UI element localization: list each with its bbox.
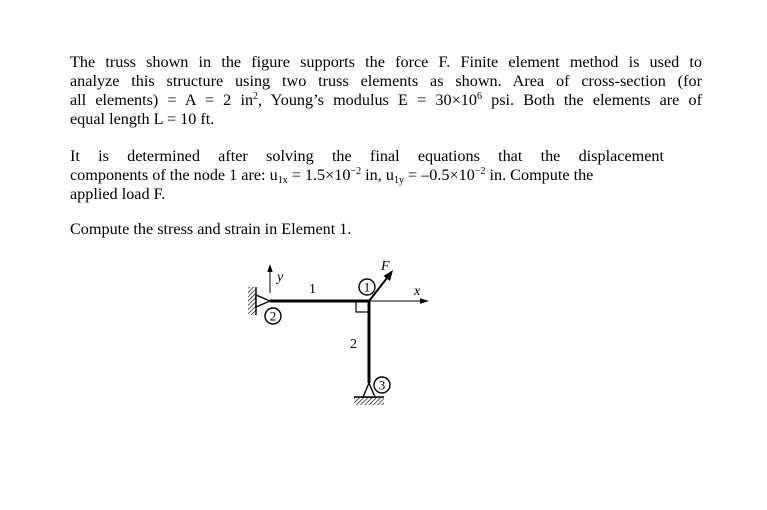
paragraph-question xyxy=(70,220,702,239)
p2-line-2-d: = –0.5×10 xyxy=(403,166,475,184)
p1-line-3 xyxy=(70,91,702,110)
pin-support-node-3 xyxy=(363,383,375,397)
p1-line-3-b: , Young’s modulus E = 30×10 xyxy=(258,91,477,109)
node-1-label: 1 xyxy=(363,279,371,295)
y-axis-arrowhead xyxy=(267,264,272,272)
p1-line-4: equal length L = 10 ft. xyxy=(70,110,215,128)
p1-line-3-c: psi. Both the elements are of xyxy=(481,91,702,109)
question-line: Compute the stress and strain in Element 1. xyxy=(70,220,352,238)
p1-line-2: analyze this structure using two truss elements as shown. Area of cross-section (for xyxy=(70,72,702,90)
y-axis-label: y xyxy=(277,270,284,285)
paragraph-displacements xyxy=(70,147,664,204)
force-label: F xyxy=(381,259,390,274)
u1x-exponent: −2 xyxy=(350,166,362,177)
x-axis-label: x xyxy=(414,284,421,299)
element-2-label: 2 xyxy=(350,337,357,352)
p2-line-2 xyxy=(70,166,664,185)
p2-line-2-b: = 1.5×10 xyxy=(287,166,351,184)
p2-line-2-c: in, u xyxy=(361,166,394,184)
p1-line-1: The truss shown in the figure supports the force F. Finite element method is used to xyxy=(70,53,702,71)
ground-hatch-bottom xyxy=(354,397,384,405)
p2-line-2-a: components of the node 1 are: u xyxy=(70,166,278,184)
u1x-subscript: 1x xyxy=(277,175,288,186)
node-2-label: 2 xyxy=(269,308,277,324)
u1y-subscript: 1y xyxy=(393,175,404,186)
modulus-exponent: 6 xyxy=(476,91,482,102)
truss-figure xyxy=(230,255,430,415)
x-axis-arrowhead xyxy=(420,298,429,304)
pin-support-node-2 xyxy=(256,295,270,307)
p1-line-3-a: all elements) = A = 2 in xyxy=(70,91,254,109)
right-angle-mark xyxy=(356,301,369,312)
p2-line-3: applied load F. xyxy=(70,185,166,203)
area-exponent: 2 xyxy=(253,91,259,102)
node-3-label: 3 xyxy=(378,377,386,393)
p2-line-2-e: in. Compute the xyxy=(485,166,594,184)
wall-hatch-left xyxy=(248,287,256,315)
u1y-exponent: −2 xyxy=(474,166,486,177)
paragraph-problem-statement xyxy=(70,53,702,129)
element-1-label: 1 xyxy=(309,282,316,297)
p2-line-1: It is determined after solving the final equations that the displacement xyxy=(70,147,664,165)
